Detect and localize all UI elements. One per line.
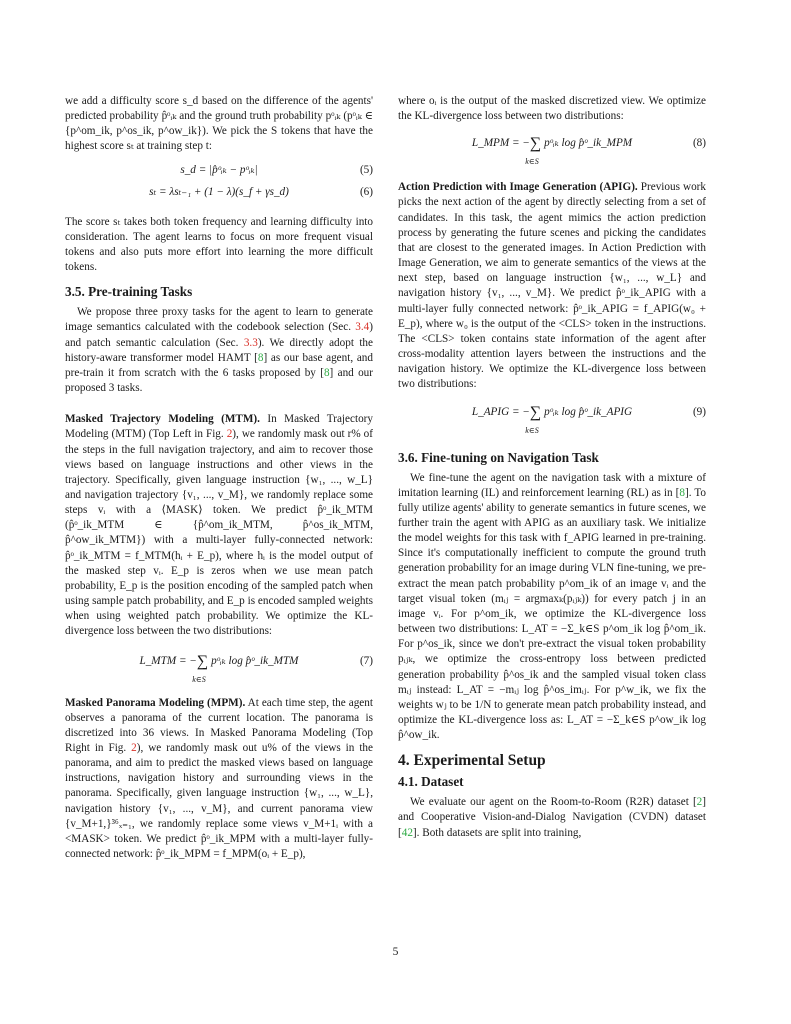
ref-link-sec-3-3[interactable]: 3.3 — [243, 336, 258, 349]
equation-7-number: (7) — [359, 654, 373, 667]
section-heading-4-1: 4.1. Dataset — [398, 774, 464, 790]
paragraph-mpm-end: where oᵢ is the output of the masked discretized view. We optimize the KL-divergence loss between two distributions: — [398, 95, 706, 123]
paragraph-mtm: Masked Trajectory Modeling (MTM). In Masked Trajectory Modeling (MTM) (Top Left in Fig. 2), we randomly mask out r% of the steps in the full navigation trajectory, and aim to recover those views based on language instructions and other views in the trajectory. Specifically, given language instruction {w₁, ..., w_L} and navigation trajectory {v₁, ..., v_M}, we randomly replace some steps vᵢ with a ⟨MASK⟩ token. We predict p̂ᵒ_ik_MTM (p̂ᵒ_ik_MTM ∈ {p̂^om_ik_MTM, p̂^os_ik_MTM, p̂^ow_ik_MTM}) with a multi-layer fully-connected network: p̂ᵒ_ik_MTM = f_MTM(hᵢ + E_p), where hᵢ is the model output of the masked step vᵢ. E_p is zeros when we use mean patch probability, E_p is the position encoding of the sampled patch when using sample patch probability, and E_p is encoded sampled weights when using weighted patch probability. We optimize the KL-divergence loss between the two distributions: — [65, 413, 373, 638]
paragraph-pretrain: We propose three proxy tasks for the agent to learn to generate image semantics calculated with the codebook selection (Sec. 3.4) and patch semantic calculation (Sec. 3.3). We directly adopt the history-aware transformer model HAMT [8] as our base agent, and pre-train it from scratch with the 6 tasks proposed by [8] and our proposed 3 tasks. — [65, 306, 374, 395]
equation-8-rhs: pᵒᵢₖ log p̂ᵒ_ik_MPM — [544, 137, 633, 150]
equation-9-sub: k∈S — [525, 425, 539, 435]
paragraph-intro: we add a difficulty score s_d based on the difference of the agents' predicted probability p̂ᵒᵢₖ and the ground truth probability pᵒᵢₖ (pᵒᵢₖ ∈ {p^om_ik, p^os_ik, p^ow_ik}). We pick the S tokens that have the highest score sₜ at training step t: — [65, 95, 373, 153]
apig-heading: Action Prediction with Image Generation (APIG). — [398, 181, 638, 194]
citation-link-8[interactable]: 8 — [257, 351, 264, 364]
equation-7-rhs: pᵒᵢₖ log p̂ᵒ_ik_MTM — [211, 654, 299, 667]
section-heading-3-5: 3.5. Pre-training Tasks — [65, 284, 193, 300]
paragraph-finetune: We fine-tune the agent on the navigation task with a mixture of imitation learning (IL) and reinforcement learning (RL) as in [8]. To fully utilize agents' ability to generate semantics in future scenes, we further train the agent with APIG as an auxiliary task. We initialize the model weights for this task with f_APIG learned in pre-training. Since it's computationally inefficient to compute the ground truth generation probability for an image during VLN fine-tuning, we pre-extract the mean patch probability p^om_ik of an image vᵢ and the target visual token (mᵢⱼ = argmaxₖ(pᵢⱼₖ)) for every patch j in an image vᵢ. For p^om_ik, we optimize the KL-divergence loss between two distributions: L_AT = −Σ_k∈S p^om_ik log p̂^om_ik. For p^os_ik, since we don't pre-extract the visual token probability pᵢⱼₖ, we optimize the cross-entropy loss between predicted generation probability p̂^os_ik and the sampled visual token class mᵢⱼ instead: L_AT = −mᵢⱼ log p̂^os_imᵢⱼ. For p^w_ik, we fix the weights wⱼ to be 1/N to generate mean patch probability instead, and optimize the KL-divergence loss as: L_AT = −Σ_k∈S p^ow_ik log p̂^ow_ik. — [398, 471, 706, 742]
equation-6-body: sₜ = λsₜ₋₁ + (1 − λ)(s_f + γs_d) — [149, 185, 289, 198]
figure-link-2b[interactable]: 2 — [131, 742, 137, 754]
equation-7: L_MTM = −∑ pᵒᵢₖ log p̂ᵒ_ik_MTM k∈S (7) — [65, 648, 373, 688]
citation-link-42[interactable]: 42 — [401, 826, 413, 839]
citation-link-2[interactable]: 2 — [696, 796, 703, 809]
equation-9-lhs: L_APIG = − — [471, 405, 530, 418]
citation-link-8c[interactable]: 8 — [679, 486, 685, 499]
equation-7-sub: k∈S — [192, 674, 206, 684]
paragraph-dataset: We evaluate our agent on the Room-to-Room (R2R) dataset [2] and Cooperative Vision-and-Dialog Navigation (CVDN) dataset [42]. Both datasets are split into training, — [398, 796, 706, 839]
equation-9-rhs: pᵒᵢₖ log p̂ᵒ_ik_APIG — [544, 405, 633, 418]
citation-link-8b[interactable]: 8 — [323, 366, 330, 379]
paragraph-apig: Action Prediction with Image Generation (APIG). Previous work picks the next action of the agent by directly selecting from a set of candidates. In this task, the agent mimics the action prediction process by generating the future scenes and picking the candidates that are closest to the generated images. In Action Prediction with Image Generation, we aim to generate semantics of the views at the next step, based on language instruction {w₁, ..., w_L} and navigation history {v₁, ..., v_M}. We predict p̂ᵒ_ik_APIG with a multi-layer fully connected network: p̂ᵒ_ik_APIG = f_APIG(w₀ + E_p), where w₀ is the output of the <CLS> token in the instructions. The <CLS> token contains state information of the agent after cross-modality attention layers between the instructions and the navigation history. We optimize the KL-divergence loss between two distributions: — [398, 181, 706, 391]
equation-5-number: (5) — [359, 163, 373, 176]
mpm-heading: Masked Panorama Modeling (MPM). — [65, 696, 246, 709]
ref-link-sec-3-4[interactable]: 3.4 — [355, 321, 370, 334]
section-heading-3-6: 3.6. Fine-tuning on Navigation Task — [398, 449, 599, 465]
equation-8-lhs: L_MPM = − — [471, 137, 530, 150]
equation-8: L_MPM = −∑ pᵒᵢₖ log p̂ᵒ_ik_MPM k∈S (8) — [398, 132, 706, 172]
equation-9-number: (9) — [692, 405, 706, 418]
paragraph-mpm: Masked Panorama Modeling (MPM). At each time step, the agent observes a panorama of the current location. The panorama is discretized into 36 views. In Masked Panorama Modeling (Top Right in Fig. 2), we randomly mask out u% of the views in the panorama, and aim to predict the masked views based on language instructions, navigation history and surrounding views in the panorama. Specifically, given language instruction {w₁, ..., w_L}, navigation history {v₁, ..., v_M}, and current panorama view {v_M+1,}³⁶ₓ₌₁, we randomly replace some views v_M+1ᵢ with a <MASK> token. We predict p̂ᵒ_ik_MPM with a multi-layer fully-connected network: p̂ᵒ_ik_MPM = f_MPM(oᵢ + E_p), — [65, 696, 373, 861]
equation-5-body: s_d = |p̂ᵒᵢₖ − pᵒᵢₖ| — [180, 163, 258, 176]
right-column — [398, 94, 706, 841]
equation-6 — [65, 185, 373, 207]
section-heading-4: 4. Experimental Setup — [398, 752, 546, 770]
page-number: 5 — [392, 946, 399, 958]
equation-8-number: (8) — [692, 137, 706, 150]
equation-8-sub: k∈S — [525, 157, 539, 167]
figure-link-2[interactable]: 2 — [226, 428, 233, 441]
equation-9: L_APIG = −∑ pᵒᵢₖ log p̂ᵒ_ik_APIG k∈S (9) — [398, 401, 706, 441]
equation-7-lhs: L_MTM = − — [139, 654, 197, 667]
equation-6-number: (6) — [359, 185, 373, 198]
equation-5 — [65, 163, 373, 185]
mtm-heading: Masked Trajectory Modeling (MTM). — [65, 413, 260, 426]
paragraph-score: The score sₜ takes both token frequency and learning difficulty into consideration. The agent learns to focus on more frequent visual tokens and also puts more effort into learning the more difficult tokens. — [65, 215, 373, 274]
left-column — [65, 94, 373, 862]
